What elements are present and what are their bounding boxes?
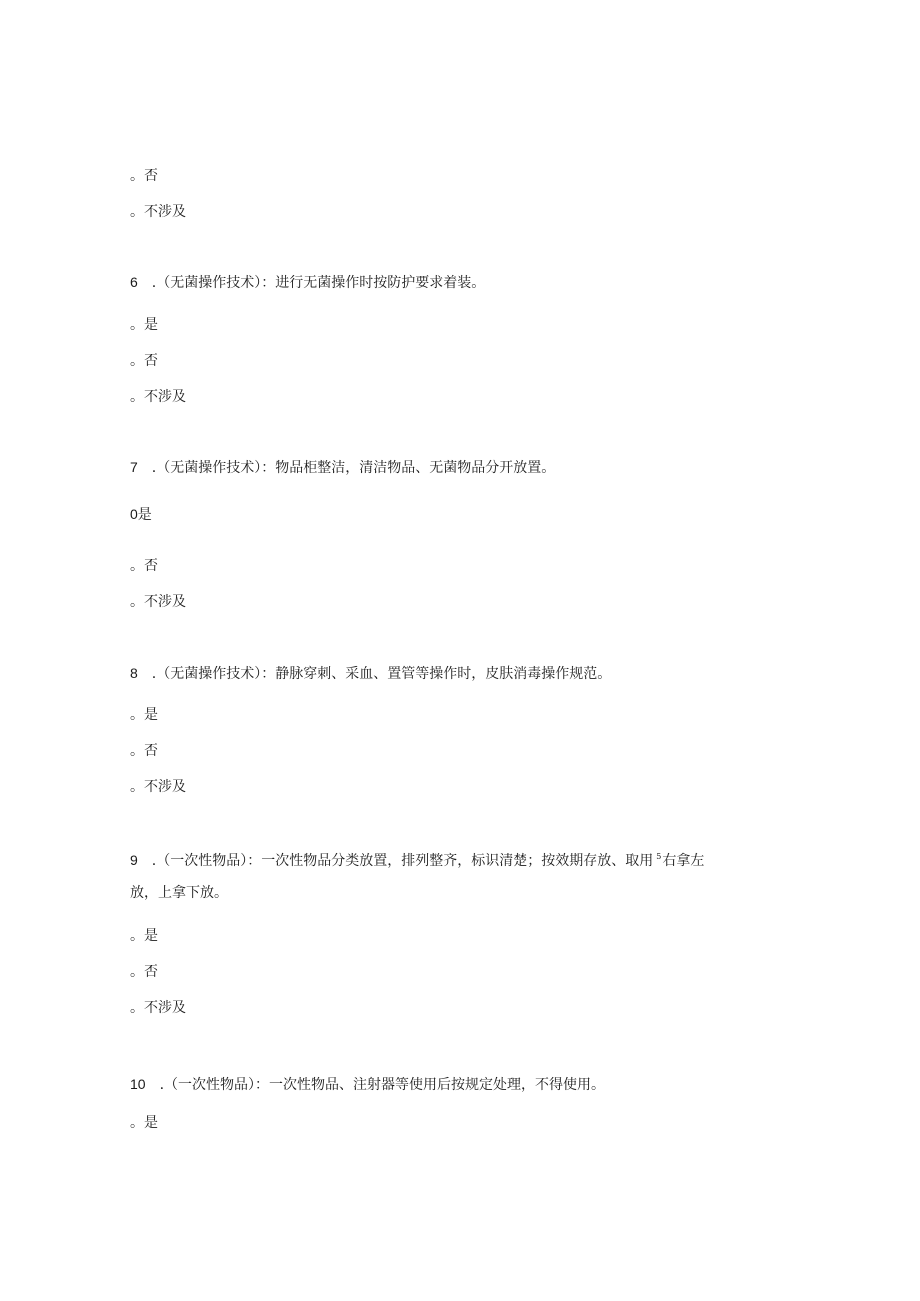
option-not-applicable[interactable]: 。不涉及 bbox=[130, 594, 186, 610]
question-6 bbox=[130, 273, 485, 292]
question-text: .（一次性物品）：一次性物品分类放置，排列整齐，标识清楚；按效期存放、取用 bbox=[151, 853, 654, 869]
option-no[interactable]: 。否 bbox=[130, 558, 158, 574]
question-text: .（无菌操作技术）：静脉穿刺、采血、置管等操作时，皮肤消毒操作规范。 bbox=[151, 666, 612, 682]
question-text-tail: 右拿左 bbox=[662, 853, 705, 869]
option-not-applicable[interactable]: 。不涉及 bbox=[130, 204, 186, 220]
question-number: 9 bbox=[130, 852, 138, 868]
question-text: .（无菌操作技术）：物品柜整洁，清洁物品、无菌物品分开放置。 bbox=[151, 460, 556, 476]
question-number: 6 bbox=[130, 274, 138, 290]
question-7 bbox=[130, 458, 555, 477]
option-yes[interactable]: 。是 bbox=[130, 928, 158, 944]
option-yes[interactable] bbox=[130, 505, 152, 524]
option-no[interactable]: 。否 bbox=[130, 353, 158, 369]
option-not-applicable[interactable]: 。不涉及 bbox=[130, 779, 186, 795]
option-not-applicable[interactable]: 。不涉及 bbox=[130, 389, 186, 405]
option-not-applicable[interactable]: 。不涉及 bbox=[130, 1000, 186, 1016]
question-8 bbox=[130, 664, 611, 683]
question-text: .（一次性物品）：一次性物品、注射器等使用后按规定处理，不得使用。 bbox=[159, 1077, 606, 1093]
option-yes[interactable]: 。是 bbox=[130, 317, 158, 333]
option-no[interactable]: 。否 bbox=[130, 168, 158, 184]
option-yes[interactable]: 。是 bbox=[130, 1115, 158, 1131]
question-number: 8 bbox=[130, 665, 138, 681]
option-no[interactable]: 。否 bbox=[130, 743, 158, 759]
option-no[interactable]: 。否 bbox=[130, 964, 158, 980]
option-yes[interactable]: 。是 bbox=[130, 707, 158, 723]
question-10 bbox=[130, 1075, 605, 1094]
option-marker: 0 bbox=[130, 506, 138, 522]
question-text: .（无菌操作技术）：进行无菌操作时按防护要求着装。 bbox=[151, 275, 486, 291]
question-9-continuation: 放，上拿下放。 bbox=[130, 885, 228, 901]
superscript-mark: 5 bbox=[656, 852, 662, 861]
question-number: 10 bbox=[130, 1076, 146, 1092]
question-9 bbox=[130, 848, 704, 870]
question-number: 7 bbox=[130, 459, 138, 475]
option-label: 是 bbox=[137, 507, 152, 523]
